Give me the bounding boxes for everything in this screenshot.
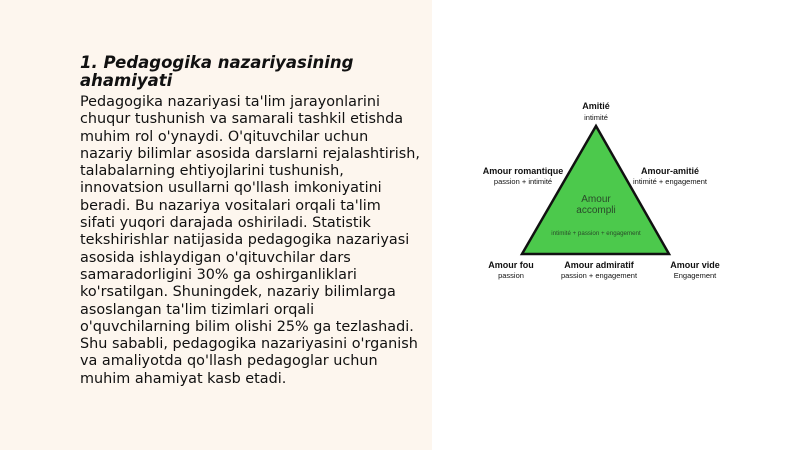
upper-left-title: Amour romantique: [482, 166, 564, 176]
love-triangle-diagram: [470, 92, 760, 292]
upper-right-sub: intimité + engagement: [632, 177, 708, 186]
center-label-line2: accompli: [576, 205, 616, 216]
upper-right-title: Amour-amitié: [640, 166, 700, 176]
top-vertex-title: Amitié: [582, 101, 610, 111]
bottom-left-title: Amour fou: [488, 260, 534, 270]
section-body: Pedagogika nazariyasi ta'lim jarayonlarini chuqur tushunish va samarali tashkil etishda muhim rol o'ynaydi. O'qituvchilar uchun nazariy bilimlar asosida darslarni rejalashtirish, talabalarning ehtiyojlarini tushunish, innovatsion usullarni qo'llash imkoniyatini beradi. Bu nazariya vositalari orqali ta'lim sifati yuqori darajada oshiriladi. Statistik tekshirishlar natijasida pedagogika nazariyasi asosida ishlaydigan o'qituvchilar dars samaradorligini 30% ga oshirganliklari ko'rsatilgan. Shuningdek, nazariy bilimlarga asoslangan ta'lim tizimlari orqali o'quvchilarning bilim olishi 25% ga tezlashadi. Shu sababli, pedagogika nazariyasini o'rganish va amaliyotda qo'llash pedagoglar uchun muhim ahamiyat kasb etadi.: [80, 94, 420, 387]
center-label-line1: Amour: [581, 194, 611, 205]
upper-left-sub: passion + intimité: [493, 177, 553, 186]
bottom-right-title: Amour vide: [670, 260, 720, 270]
inner-caption: intimité + passion + engagement: [551, 230, 641, 237]
bottom-left-sub: passion: [498, 271, 524, 280]
bottom-right-sub: Engagement: [673, 271, 717, 280]
section-title: 1. Pedagogika nazariyasining ahamiyati: [80, 53, 354, 90]
top-vertex-sub: intimité: [584, 113, 608, 122]
bottom-center-title: Amour admiratif: [564, 260, 634, 270]
bottom-center-sub: passion + engagement: [560, 271, 638, 280]
